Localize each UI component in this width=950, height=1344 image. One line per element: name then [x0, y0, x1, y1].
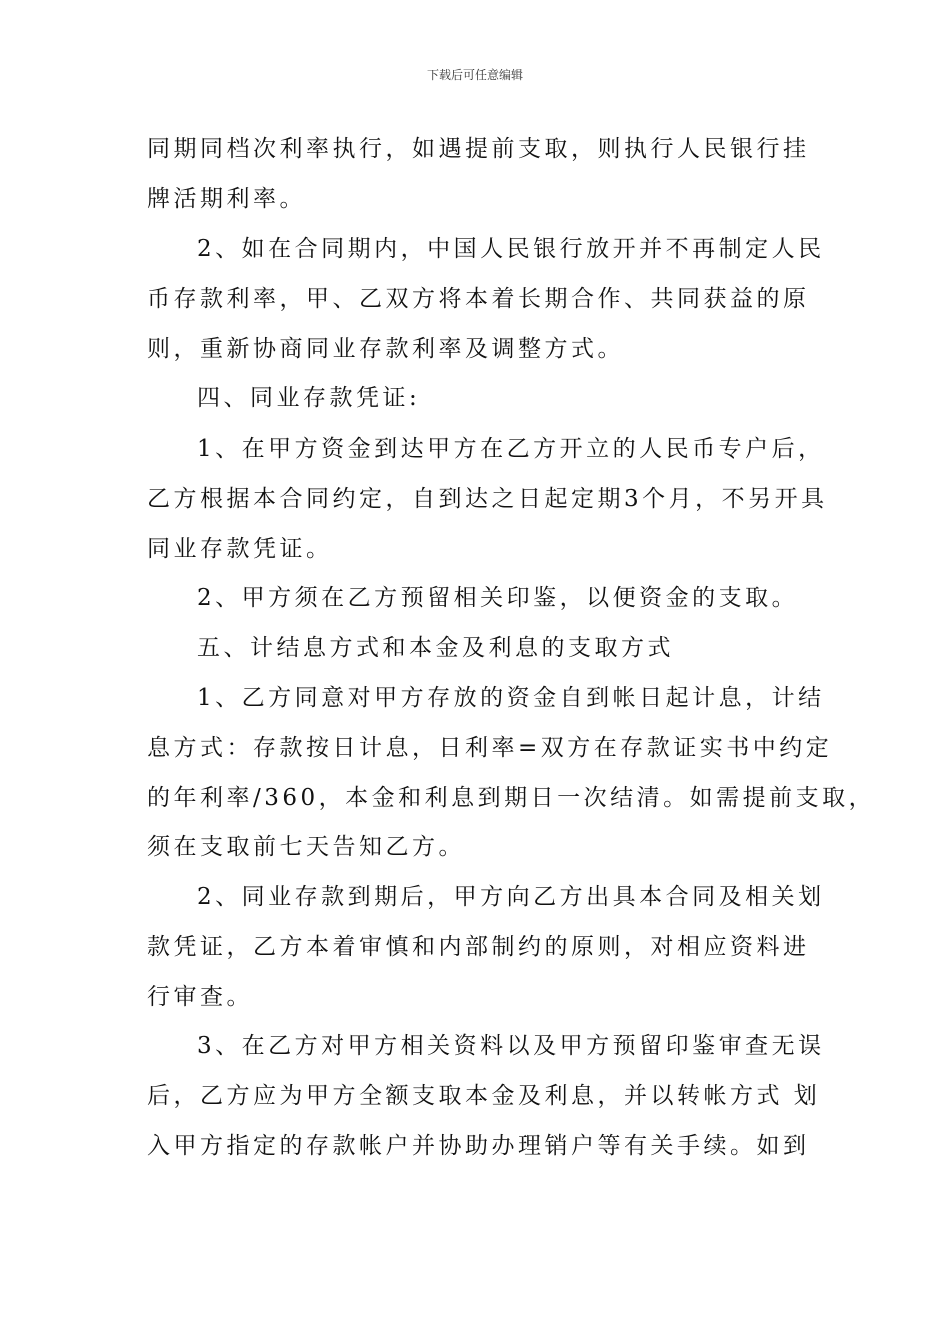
paragraph-line: 1、在甲方资金到达甲方在乙方开立的人民币专户后，: [197, 436, 825, 462]
paragraph-line: 2、同业存款到期后，甲方向乙方出具本合同及相关划: [197, 884, 825, 910]
paragraph-line: 的年利率/360，本金和利息到期日一次结清。如需提前支取，: [147, 785, 876, 811]
paragraph-line: 息方式：存款按日计息，日利率=双方在存款证实书中约定: [147, 735, 833, 761]
paragraph-line: 同业存款凭证。: [147, 536, 333, 562]
paragraph-line: 则，重新协商同业存款利率及调整方式。: [147, 336, 624, 362]
paragraph-line: 币存款利率，甲、乙双方将本着长期合作、共同获益的原: [147, 286, 810, 312]
paragraph-line: 同期同档次利率执行，如遇提前支取，则执行人民银行挂: [147, 136, 810, 162]
section-heading: 四、同业存款凭证:: [197, 385, 421, 411]
paragraph-line: 3、在乙方对甲方相关资料以及甲方预留印鉴审查无误: [197, 1033, 825, 1059]
page-header: 下载后可任意编辑: [426, 68, 523, 82]
paragraph-line: 行审查。: [147, 984, 253, 1010]
paragraph-line: 2、如在合同期内，中国人民银行放开并不再制定人民: [197, 236, 825, 262]
paragraph-line: 入甲方指定的存款帐户并协助办理销户等有关手续。如到: [147, 1133, 810, 1159]
paragraph-line: 后，乙方应为甲方全额支取本金及利息，并以转帐方式 划: [147, 1083, 821, 1109]
paragraph-line: 乙方根据本合同约定，自到达之日起定期3个月，不另开具: [147, 486, 828, 512]
paragraph-line: 款凭证，乙方本着审慎和内部制约的原则，对相应资料进: [147, 934, 810, 960]
paragraph-line: 2、甲方须在乙方预留相关印鉴，以便资金的支取。: [197, 585, 799, 611]
section-heading: 五、计结息方式和本金及利息的支取方式: [197, 635, 674, 661]
paragraph-line: 牌活期利率。: [147, 186, 306, 212]
paragraph-line: 1、乙方同意对甲方存放的资金自到帐日起计息，计结: [197, 685, 825, 711]
paragraph-line: 须在支取前七天告知乙方。: [147, 834, 465, 860]
